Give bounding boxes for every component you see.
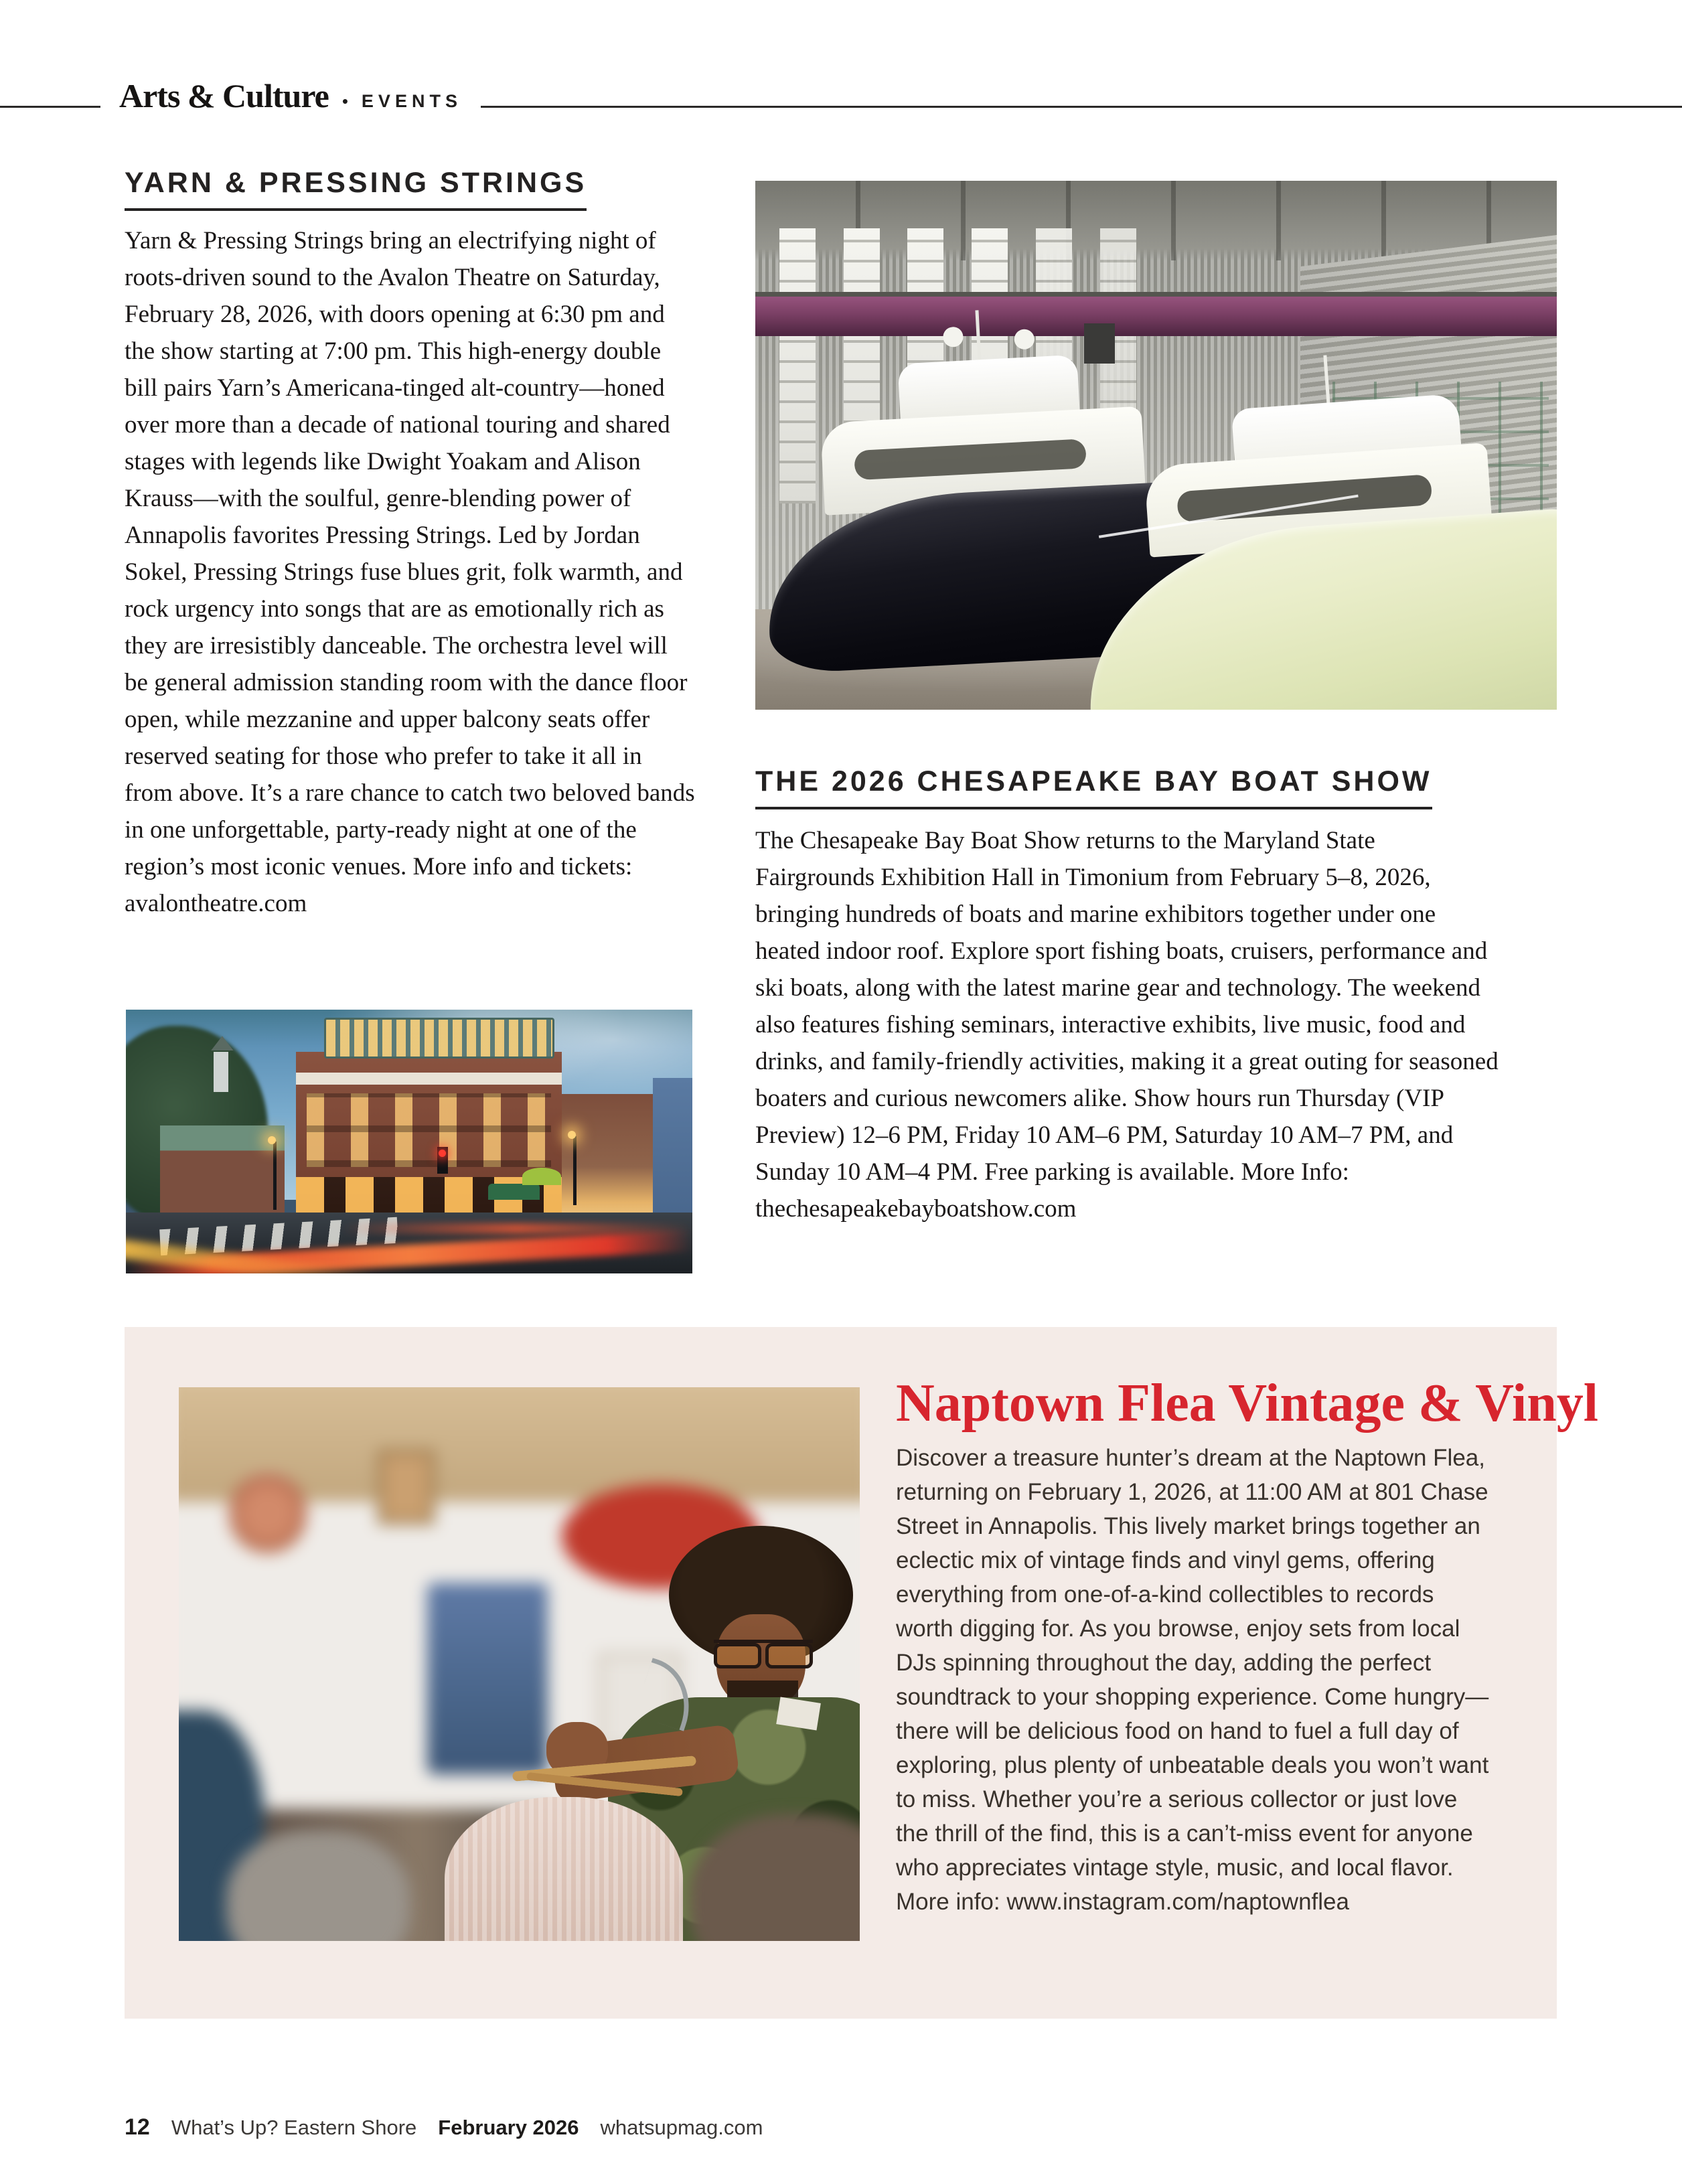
yacht-windows (854, 439, 1087, 480)
cream-hull-yacht (1065, 386, 1557, 710)
naptown-body: Discover a treasure hunter’s dream at the Naptown Flea, returning on February 1, 2026, at 11:00 AM at 801 Chase Street in Annapolis. This lively market brings together an eclectic mix of vintage finds and vinyl gems, offering everything from one-of-a-kind collectibles to records worth digging for. As you browse, enjoy sets from local DJs spinning throughout the day, adding the perfect soundtrack to your shopping experience. Come hungry—there will be delicious food on hand to fuel a full day of exploring, plus plenty of unbeatable deals you won’t want to miss. Whether you’re a serious collector or just love the thrill of the find, this is a can’t-miss event for anyone who appreciates vintage style, music, and local flavor. More info: www.instagram.com/naptownflea (896, 1445, 1489, 1915)
separator-dot: • (341, 91, 348, 111)
magazine-name: What’s Up? Eastern Shore (171, 2116, 417, 2139)
decor-plate (229, 1472, 307, 1553)
lit-windows (307, 1093, 552, 1166)
lamp-post (573, 1136, 577, 1204)
naptown-flea-photo (179, 1387, 860, 1941)
category-label: EVENTS (361, 91, 462, 111)
avalon-street-photo (126, 1010, 692, 1273)
article-yarn (125, 169, 587, 211)
corner-building (296, 1052, 562, 1226)
yarn-title: YARN & PRESSING STRINGS (125, 169, 587, 211)
breadcrumb (100, 79, 481, 112)
far-building (653, 1078, 692, 1226)
glasses-lens (765, 1643, 813, 1668)
cornice (296, 1073, 562, 1085)
hanging-denim (427, 1583, 548, 1774)
section-title: Arts & Culture (119, 77, 329, 114)
naptown-title: Naptown Flea Vintage & Vinyl (896, 1374, 1598, 1433)
steeple-tower (214, 1052, 228, 1092)
small-frame (378, 1450, 435, 1525)
page-footer (125, 2114, 763, 2140)
page-number: 12 (125, 2114, 150, 2140)
boat-show-title: THE 2026 CHESAPEAKE BAY BOAT SHOW (755, 767, 1432, 809)
glasses (714, 1640, 812, 1668)
red-light-trail (341, 1223, 692, 1234)
lamp-post (273, 1142, 277, 1210)
lamp-glow (268, 1136, 276, 1144)
knit-sweater (445, 1797, 683, 1941)
website-url: whatsupmag.com (600, 2116, 763, 2139)
boat-show-body: The Chesapeake Bay Boat Show returns to the Maryland State Fairgrounds Exhibition Hall in Timonium from February 5–8, 2026, bringing hundreds of boats and marine exhibitors together under one heated indoor roof. Explore sport fishing boats, cruisers, performance and ski boats, along with the latest marine gear and technology. The weekend also features fishing seminars, interactive exhibits, live music, food and drinks, and family-friendly activities, making it a great outing for seasoned boaters and curious newcomers alike. Show hours run Thursday (VIP Preview) 12–6 PM, Friday 10 AM–6 PM, Saturday 10 AM–7 PM, and Sunday 10 AM–4 PM. Free parking is available. More Info: thechesapeakebayboatshow.com (755, 827, 1499, 1223)
naptown-article (896, 1374, 1598, 1433)
rooftop-conservatory (324, 1018, 554, 1059)
red-light (439, 1150, 446, 1157)
article-boat-show (755, 767, 1432, 809)
issue-date: February 2026 (438, 2116, 579, 2139)
glasses-lens (714, 1643, 761, 1668)
boatyard-photo (755, 181, 1557, 710)
side-building (160, 1125, 285, 1215)
crane-beam (755, 292, 1557, 336)
green-awning (488, 1184, 539, 1200)
green-umbrella (522, 1168, 561, 1185)
yacht-windows (1176, 474, 1432, 523)
yarn-body: Yarn & Pressing Strings bring an electrifying night of roots-driven sound to the Avalon Theatre on Saturday, February 28, 2026, with doors opening at 6:30 pm and the show starting at 7:00 pm. This high-energy double bill pairs Yarn’s Americana-tinged alt-country—honed over more than a decade of national touring and shared stages with legends like Dwight Yoakam and Alison Krauss—with the soulful, genre-blending power of Annapolis favorites Pressing Strings. Led by Jordan Sokel, Pressing Strings fuse blues grit, folk warmth, and rock urgency into songs that are as emotionally rich as they are irresistibly danceable. The orchestra level will be general admission standing room with the dance floor open, while mezzanine and upper balcony seats offer reserved seating for those who prefer to take it all in from above. It’s a rare chance to catch two beloved bands in one unforgettable, party-ready night at one of the region’s most iconic venues. More info and tickets: avalontheatre.com (125, 227, 695, 917)
